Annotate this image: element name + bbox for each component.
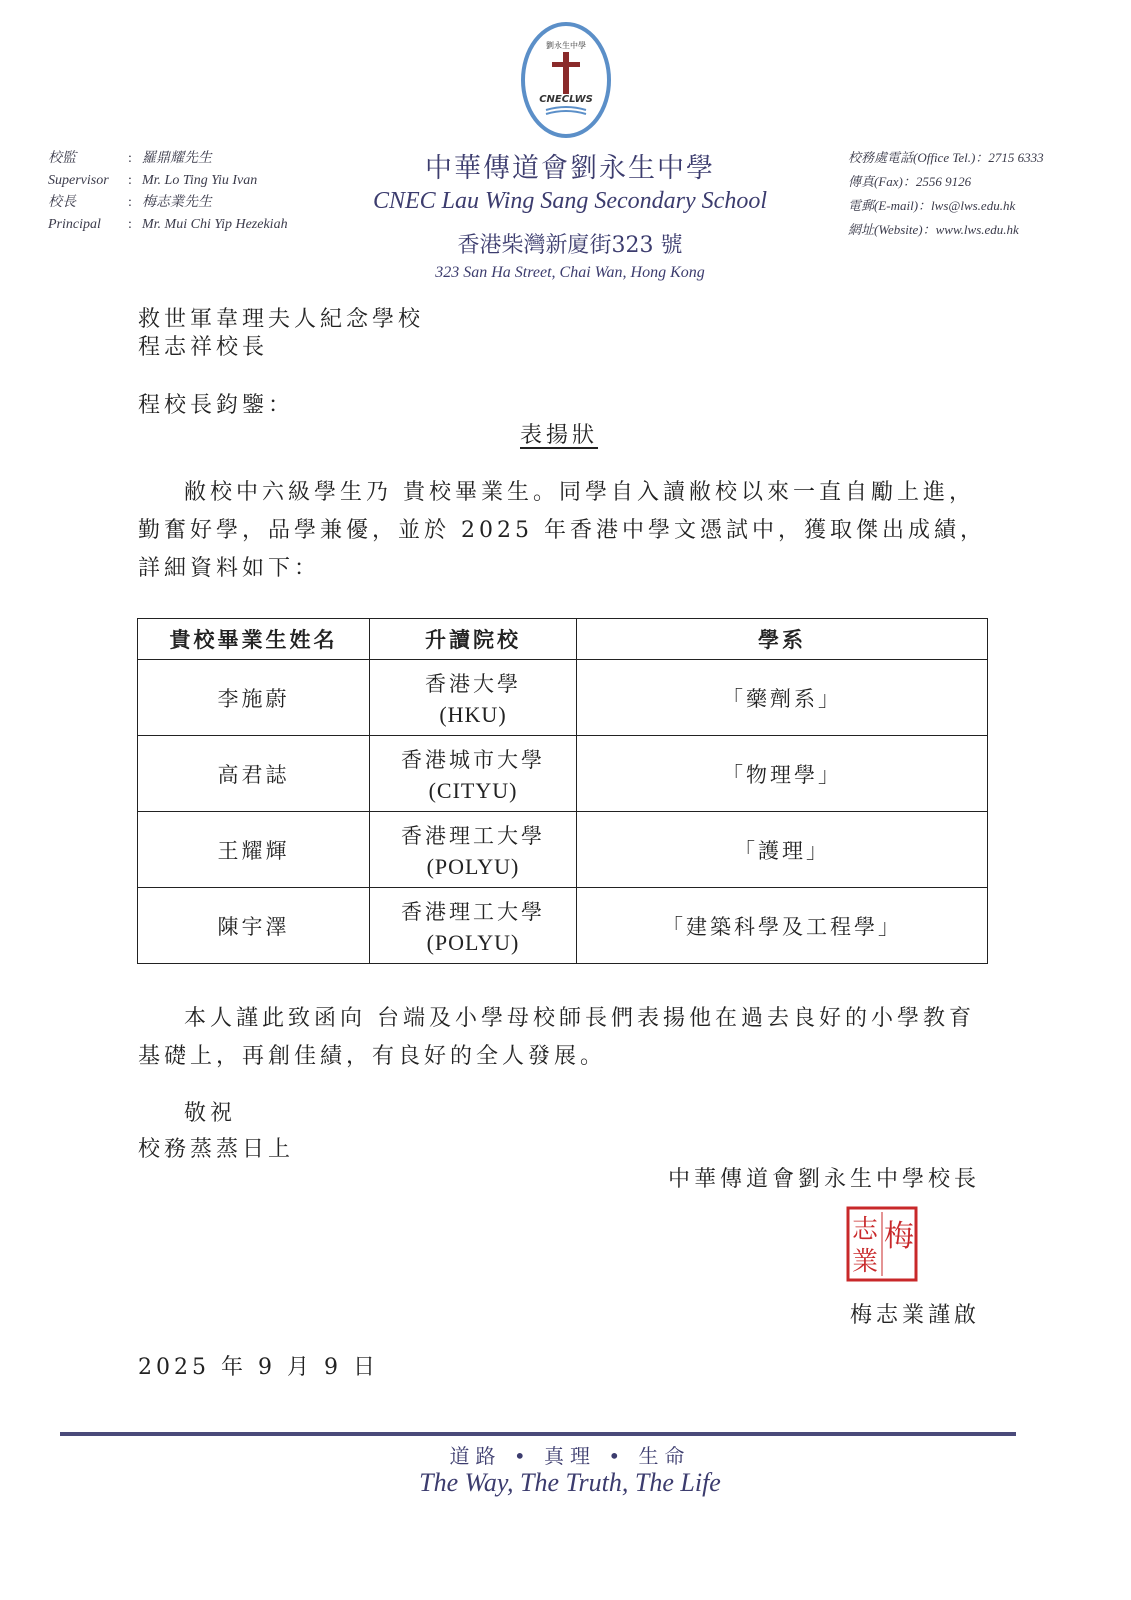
university-cell: [370, 888, 577, 964]
office-tel: 校務處電話(Office Tel.)：2715 6333: [848, 150, 1044, 165]
header-department: 學系: [577, 619, 988, 660]
header-name: 貴校畢業生姓名: [138, 619, 370, 660]
university-zh: 香港理工大學: [401, 899, 545, 924]
letter-date: 2025 年 9 月 9 日: [138, 1355, 379, 1380]
signer-title: 中華傳道會劉永生中學校長: [667, 1167, 980, 1192]
university-en: (CITYU): [428, 777, 518, 803]
row-label: Principal: [48, 217, 101, 232]
recipient-school: 救世軍韋理夫人紀念學校: [138, 307, 425, 332]
letter-title: 表揚狀: [520, 423, 599, 448]
student-name: 王耀輝: [138, 812, 370, 888]
letterhead-left-block: [48, 148, 348, 236]
school-name-en: CNEC Lau Wing Sang Secondary School: [373, 188, 767, 214]
school-name-zh: 中華傳道會劉永生中學: [425, 153, 715, 184]
supervisor-en-row: Supervisor : Mr. Lo Ting Yiu Ivan: [48, 170, 348, 192]
department: 「藥劑系」: [577, 660, 988, 736]
university-en: (POLYU): [426, 853, 520, 879]
supervisor-zh-row: 校監 : 羅鼎耀先生: [48, 148, 348, 170]
recipient-person: 程志祥校長: [138, 335, 269, 360]
row-label: Supervisor: [48, 173, 109, 188]
student-name: 李施蔚: [138, 660, 370, 736]
closing-wish: 校務蒸蒸日上: [138, 1137, 295, 1162]
logo-text-top: 劉永生中學: [546, 41, 586, 50]
website[interactable]: 網址(Website)：www.lws.edu.hk: [848, 222, 1019, 237]
principal-en-row: Principal : Mr. Mui Chi Yip Hezekiah: [48, 214, 348, 236]
table-row: [138, 660, 988, 736]
address-en: 323 San Ha Street, Chai Wan, Hong Kong: [435, 264, 705, 281]
school-logo: [520, 20, 612, 140]
logo-text-mid: CNECLWS: [539, 94, 593, 105]
university-en: (POLYU): [426, 929, 520, 955]
principal-seal: [846, 1206, 918, 1282]
student-name: 高君誌: [138, 736, 370, 812]
principal-zh-row: 校長 : 梅志業先生: [48, 192, 348, 214]
seal-char-2: 志: [851, 1215, 879, 1245]
paragraph-commendation: 本人謹此致函向 台端及小學母校師長們表揚他在過去良好的小學教育基礎上，再創佳績，有良好的全人發展。: [138, 1006, 975, 1069]
department: 「建築科學及工程學」: [577, 888, 988, 964]
greeting: 程校長鈞鑒：: [138, 393, 295, 418]
university-zh: 香港大學: [425, 671, 521, 696]
fax: 傳真(Fax)：2556 9126: [848, 174, 972, 189]
row-value: Mr. Lo Ting Yiu Ivan: [142, 173, 258, 188]
paragraph-intro: 敝校中六級學生乃 貴校畢業生。同學自入讀敝校以來一直自勵上進，勤奮好學，品學兼優，並於 2025 年香港中學文憑試中，獲取傑出成績，詳細資料如下：: [138, 480, 986, 581]
motto-zh: 道路 • 真理 • 生命: [449, 1444, 691, 1468]
seal-char-1: 梅: [884, 1219, 914, 1254]
results-table: [137, 618, 988, 964]
university-en: (HKU): [439, 701, 507, 727]
table-row: [138, 888, 988, 964]
seal-char-3: 業: [851, 1247, 879, 1277]
university-cell: [370, 812, 577, 888]
university-cell: [370, 660, 577, 736]
motto-en: The Way, The Truth, The Life: [419, 1468, 721, 1497]
university-zh: 香港理工大學: [401, 823, 545, 848]
letterhead-contact-block: [848, 146, 1118, 242]
table-header-row: [138, 619, 988, 660]
footer-divider: [60, 1432, 1016, 1436]
department: 「物理學」: [577, 736, 988, 812]
closing-salutation: 敬祝: [184, 1101, 237, 1126]
row-label: 校監: [48, 151, 76, 166]
table-row: [138, 812, 988, 888]
row-value: 羅鼎耀先生: [142, 151, 212, 166]
department: 「護理」: [577, 812, 988, 888]
signer-name: 梅志業謹啟: [849, 1303, 980, 1328]
row-value: 梅志業先生: [142, 195, 212, 210]
cross-vertical: [563, 52, 569, 94]
university-zh: 香港城市大學: [401, 747, 545, 772]
table-row: [138, 736, 988, 812]
row-value: Mr. Mui Chi Yip Hezekiah: [142, 217, 288, 232]
cross-horizontal: [552, 62, 580, 67]
address-zh: 香港柴灣新廈街323 號: [457, 233, 683, 258]
header-university: 升讀院校: [370, 619, 577, 660]
row-label: 校長: [48, 195, 76, 210]
email[interactable]: 電郵(E-mail)：lws@lws.edu.hk: [848, 198, 1016, 213]
student-name: 陳宇澤: [138, 888, 370, 964]
university-cell: [370, 736, 577, 812]
